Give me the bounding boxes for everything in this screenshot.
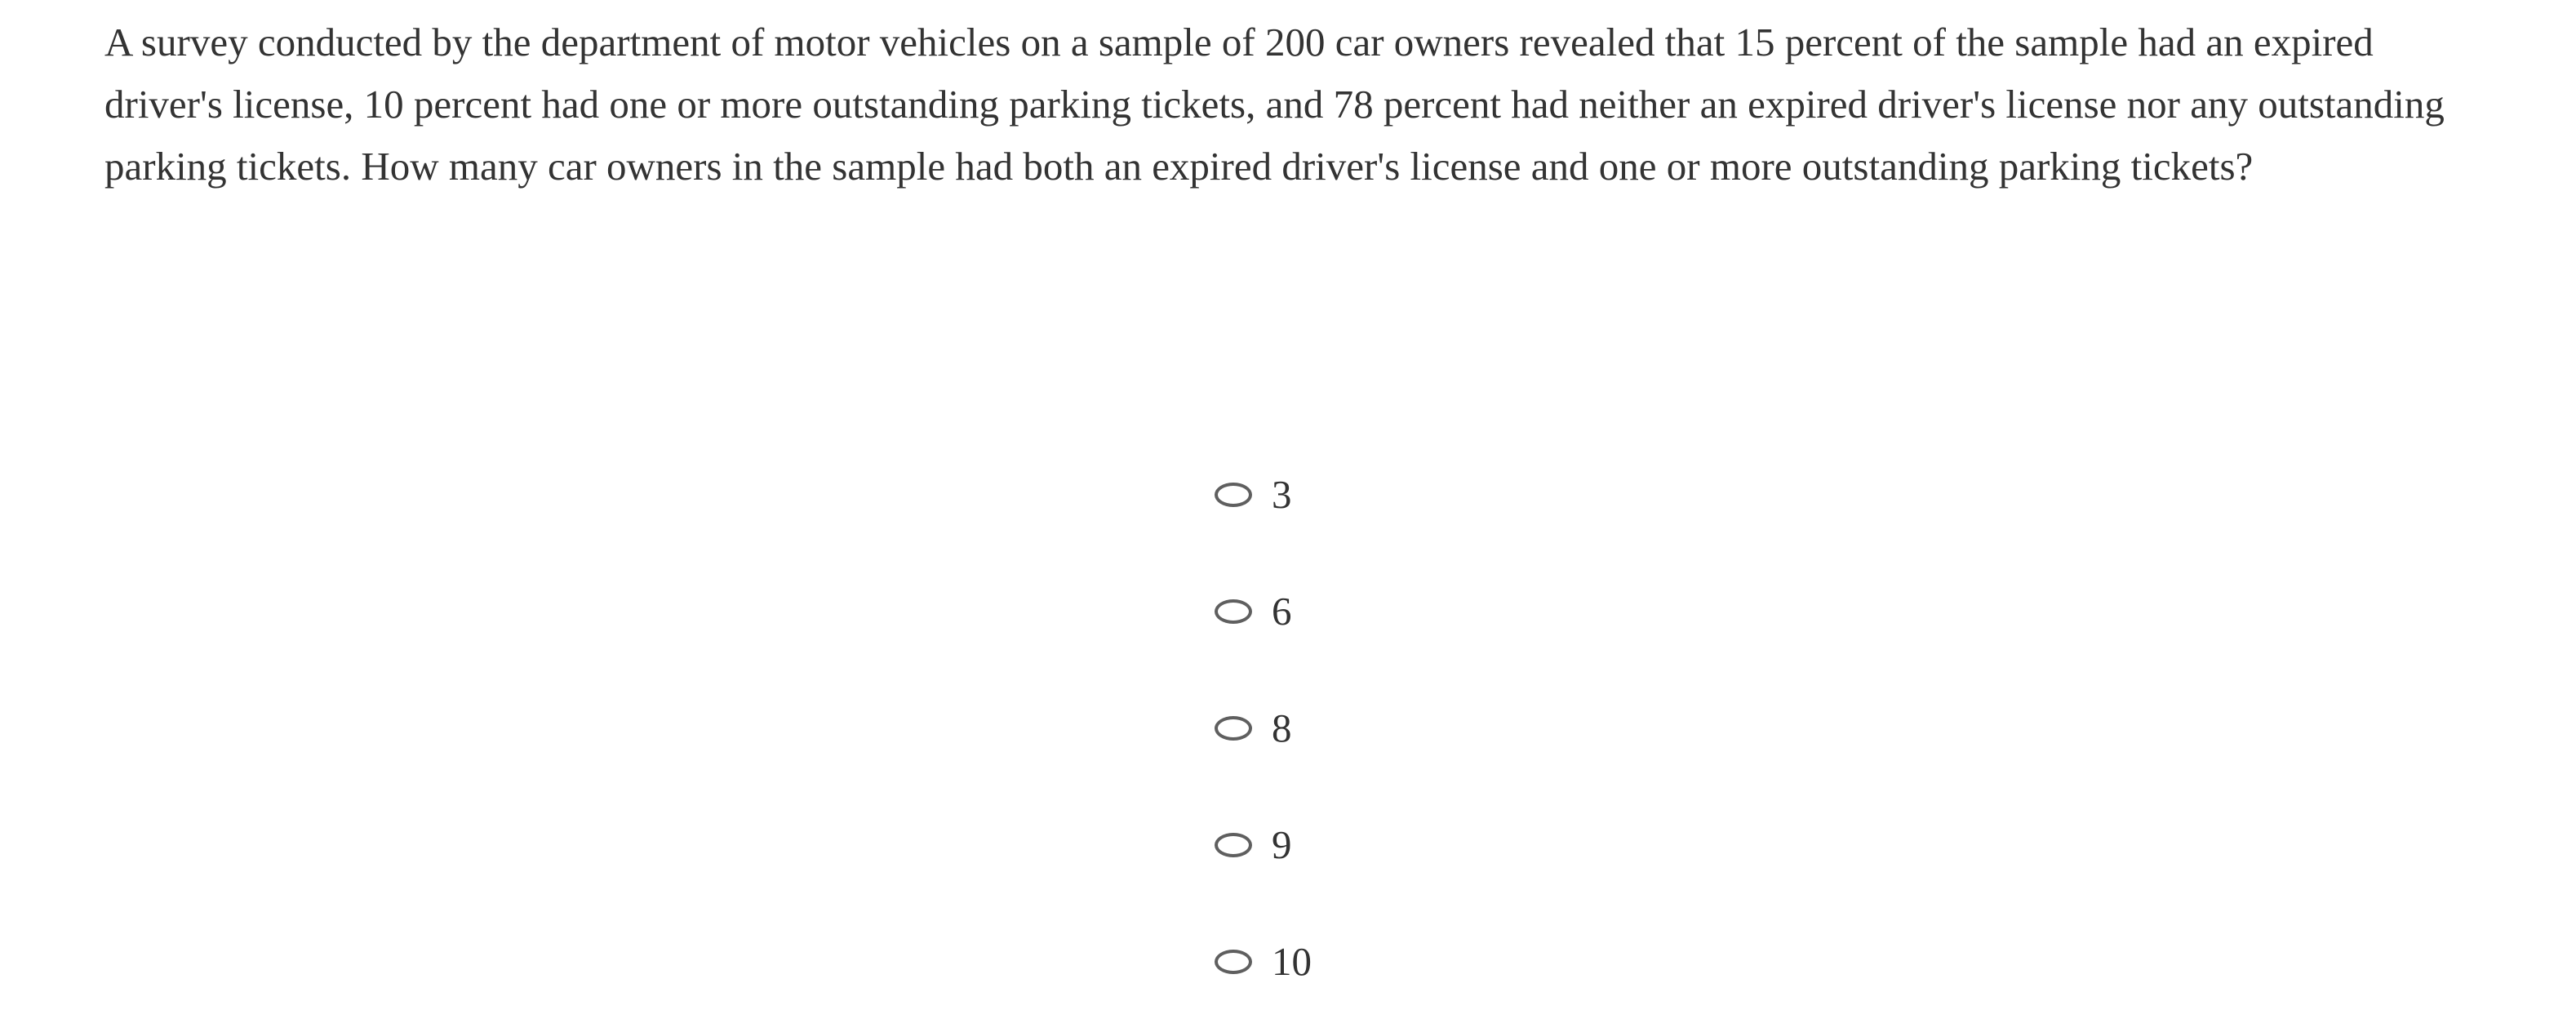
- answer-option-label: 8: [1272, 705, 1292, 750]
- answer-option-label: 3: [1272, 472, 1292, 517]
- question-text: A survey conducted by the department of motor vehicles on a sample of 200 car owners revealed that 15 percent of the sample had an expired driver's license, 10 percent had one or more outstanding parking tickets, and 78 percent had neither an expired driver's license nor any outstanding parking tickets. How many car owners in the sample had both an expired driver's license and one or more outstanding parking tickets?: [104, 20, 2445, 189]
- answer-option-label: 9: [1272, 822, 1292, 867]
- radio-button[interactable]: [1215, 483, 1252, 507]
- radio-button[interactable]: [1215, 950, 1252, 974]
- answer-option-label: 10: [1272, 939, 1312, 984]
- answer-option-label: 6: [1272, 589, 1292, 634]
- radio-button[interactable]: [1215, 599, 1252, 624]
- radio-button[interactable]: [1215, 716, 1252, 741]
- radio-button[interactable]: [1215, 833, 1252, 857]
